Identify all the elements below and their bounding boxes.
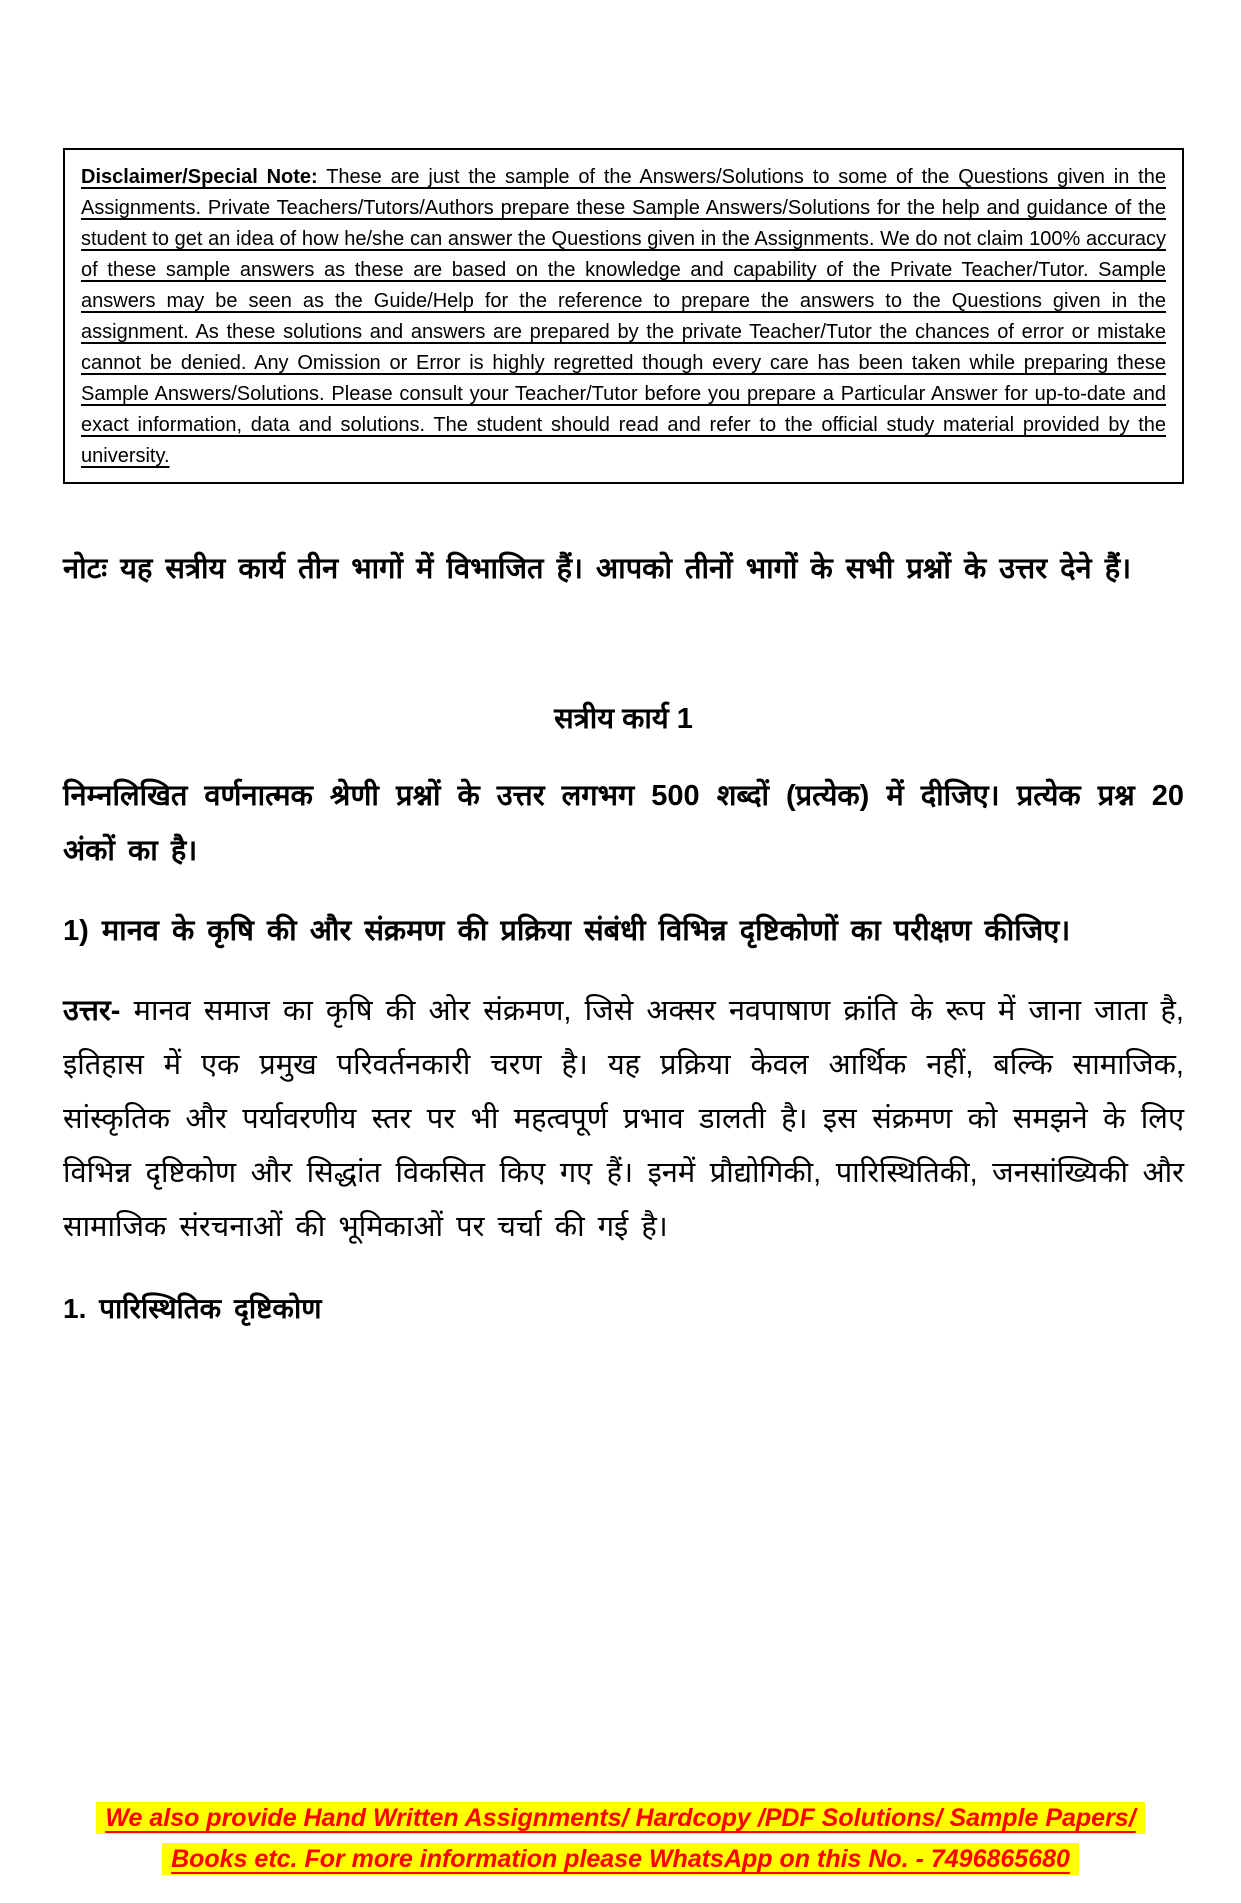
note-paragraph: नोटः यह सत्रीय कार्य तीन भागों में विभाजित हैं। आपको तीनों भागों के सभी प्रश्नों के उत्तर देने हैं। [63, 553, 1132, 585]
promo-footer-line-2 [0, 1839, 1241, 1880]
instruction-paragraph: निम्नलिखित वर्णनात्मक श्रेणी प्रश्नों के उत्तर लगभग 500 शब्दों (प्रत्येक) में दीजिए। प्रत्येक प्रश्न 20 अंकों का है। [63, 780, 1184, 867]
promo-footer-line-1-text: We also provide Hand Written Assignments/ Hardcopy /PDF Solutions/ Sample Papers/ [96, 1802, 1144, 1834]
disclaimer-label: Disclaimer/Special Note: [81, 166, 318, 188]
promo-footer-line-2-text: Books etc. For more information please WhatsApp on this No. - 7496865680 [162, 1843, 1079, 1875]
promo-footer [0, 1798, 1241, 1880]
answer-label: उत्तर- [63, 995, 121, 1027]
disclaimer-body-text: These are just the sample of the Answers/Solutions to some of the Questions given in the Assignments. Private Teachers/Tutors/Authors prepare these Sample Answers/Solutions for the help and guidance of the student to get an idea of how he/she can answer the Questions given in the Assignments. We do not claim 100% accuracy of these sample answers as these are based on the knowledge and capability of the Private Teacher/Tutor. Sample answers may be seen as the Guide/Help for the reference to prepare the answers to the Questions given in the assignment. As these solutions and answers are prepared by the private Teacher/Tutor the chances of error or mistake cannot be denied. Any Omission or Error is highly regretted though every care has been taken while preparing these Sample Answers/Solutions. Please consult your Teacher/Tutor before you prepare a Particular Answer for up-to-date and exact information, data and solutions. The student should read and refer to the official study material provided by the university. [81, 166, 1166, 467]
answer-1-paragraph [63, 984, 1184, 1254]
section-heading: सत्रीय कार्य 1 [554, 703, 693, 735]
answer-subheading-1: 1. पारिस्थितिक दृष्टिकोण [63, 1293, 322, 1324]
disclaimer-box [63, 148, 1184, 484]
promo-footer-line-1 [0, 1798, 1241, 1839]
question-1-text: 1) मानव के कृषि की और संक्रमण की प्रक्रिया संबंधी विभिन्न दृष्टिकोणों का परीक्षण कीजिए। [63, 915, 1071, 947]
answer-body-text: मानव समाज का कृषि की ओर संक्रमण, जिसे अक्सर नवपाषाण क्रांति के रूप में जाना जाता है, इतिहास में एक प्रमुख परिवर्तनकारी चरण है। यह प्रक्रिया केवल आर्थिक नहीं, बल्कि सामाजिक, सांस्कृतिक और पर्यावरणीय स्तर पर भी महत्वपूर्ण प्रभाव डालती है। इस संक्रमण को समझने के लिए विभिन्न दृष्टिकोण और सिद्धांत विकसित किए गए हैं। इनमें प्रौद्योगिकी, पारिस्थितिकी, जनसांख्यिकी और सामाजिक संरचनाओं की भूमिकाओं पर चर्चा की गई है। [63, 995, 1184, 1243]
document-page [0, 148, 1241, 1336]
disclaimer-paragraph [81, 162, 1166, 472]
